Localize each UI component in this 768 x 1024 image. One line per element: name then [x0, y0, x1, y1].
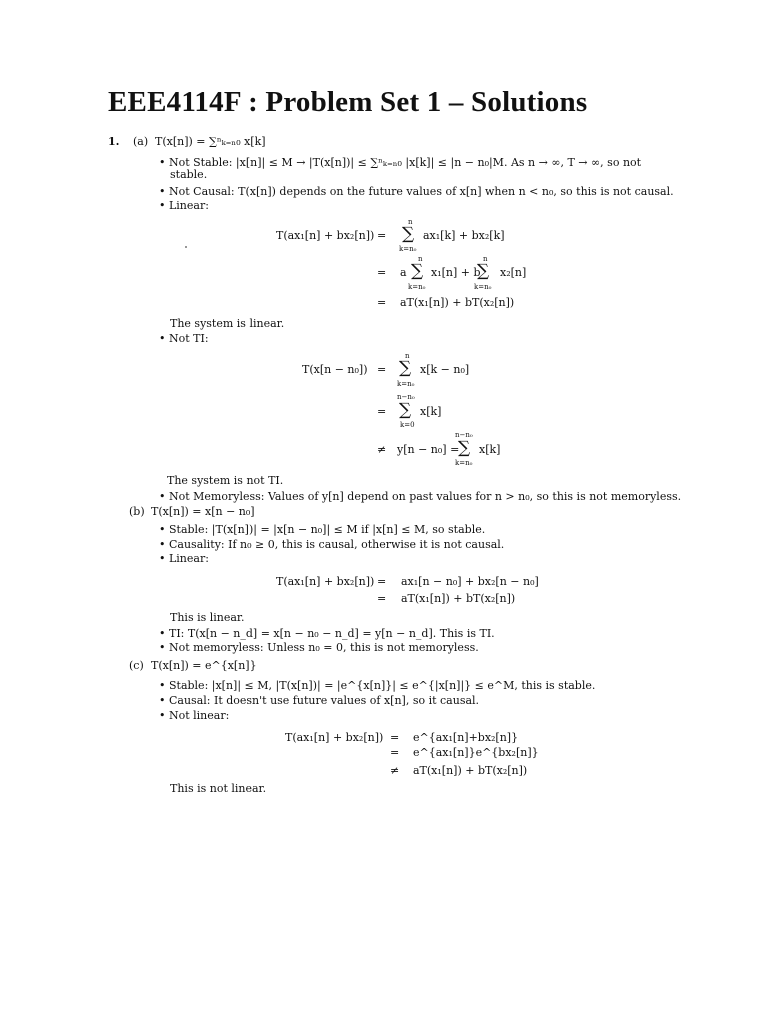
sum-upper-limit: n−n₀: [455, 431, 473, 439]
part-b-stable: • Stable: |T(x[n])| = |x[n − n₀]| ≤ M if |x[n] ≤ M, so stable.: [159, 523, 486, 536]
part-a-label: (a): [133, 135, 149, 148]
part-a-lin-r2-c: x₂[n]: [500, 266, 527, 279]
not-equals-sign: ≠: [390, 764, 400, 777]
part-a-not-stable-cont: stable.: [170, 168, 208, 181]
part-b-linear-note: This is linear.: [170, 611, 245, 624]
part-a-linear-heading: • Linear:: [159, 199, 209, 212]
part-a-ti-r3-a: y[n − n₀] =: [397, 443, 460, 456]
sum-lower-limit: k=n₀: [408, 283, 426, 291]
part-c-lin-r1: e^{ax₁[n]+bx₂[n]}: [413, 731, 519, 744]
part-b-lin-r1: ax₁[n − n₀] + bx₂[n − n₀]: [401, 575, 539, 588]
part-a-ti-note: The system is not TI.: [167, 474, 284, 487]
part-b-label: (b): [129, 505, 145, 518]
part-b-causal: • Causality: If n₀ ≥ 0, this is causal, otherwise it is not causal.: [159, 538, 505, 551]
sum-lower-limit: k=n₀: [474, 283, 492, 291]
part-b-linear-heading: • Linear:: [159, 552, 209, 565]
sum-lower-limit: k=n₀: [455, 459, 473, 467]
part-a-definition: T(x[n]) = ∑ⁿₖ₌ₙ₀ x[k]: [155, 135, 266, 148]
part-b-definition: T(x[n]) = x[n − n₀]: [151, 505, 255, 518]
sum-symbol: ∑: [458, 438, 471, 458]
sum-upper-limit: n: [418, 255, 423, 263]
sum-lower-limit: k=0: [400, 421, 415, 429]
sum-upper-limit: n−n₀: [397, 393, 415, 401]
part-a-memory: • Not Memoryless: Values of y[n] depend on past values for n > n₀, so this is not memoryless.: [159, 490, 682, 503]
part-c-lin-r2: e^{ax₁[n]}e^{bx₂[n]}: [413, 746, 539, 759]
part-c-stable: • Stable: |x[n]| ≤ M, |T(x[n])| = |e^{x[n]}| ≤ e^{|x[n]|} ≤ e^M, this is stable.: [159, 679, 596, 692]
part-a-not-causal: • Not Causal: T(x[n]) depends on the future values of x[n] when n < n₀, so this is not causal.: [159, 185, 674, 198]
scan-speck: [185, 246, 187, 248]
equals-sign: =: [377, 592, 387, 605]
part-b-lin-r2: aT(x₁[n]) + bT(x₂[n]): [401, 592, 516, 605]
equals-sign: =: [377, 266, 387, 279]
sum-symbol: ∑: [402, 224, 415, 244]
equals-sign: =: [377, 229, 387, 242]
equals-sign: =: [377, 575, 387, 588]
part-a-ti-r2: x[k]: [420, 405, 442, 418]
part-c-linear-note: This is not linear.: [170, 782, 267, 795]
sum-lower-limit: k=n₀: [397, 380, 415, 388]
equals-sign: =: [377, 405, 387, 418]
part-c-label: (c): [129, 659, 144, 672]
sum-upper-limit: n: [483, 255, 488, 263]
sum-upper-limit: n: [408, 218, 413, 226]
sum-symbol: ∑: [399, 400, 412, 420]
sum-upper-limit: n: [405, 352, 410, 360]
sum-symbol: ∑: [399, 358, 412, 378]
equals-sign: =: [377, 296, 387, 309]
part-a-ti-r1: x[k − n₀]: [420, 363, 470, 376]
part-a-ti-heading: • Not TI:: [159, 332, 209, 345]
part-a-lin-r2-b: x₁[n] + b: [431, 266, 481, 279]
part-a-ti-r3-b: x[k]: [479, 443, 501, 456]
part-c-not-linear-heading: • Not linear:: [159, 709, 230, 722]
sum-lower-limit: k=n₀: [399, 245, 417, 253]
equals-sign: =: [390, 746, 400, 759]
not-equals-sign: ≠: [377, 443, 387, 456]
equals-sign: =: [390, 731, 400, 744]
part-c-lin-lhs: T(ax₁[n] + bx₂[n]): [285, 731, 384, 744]
part-a-ti-lhs: T(x[n − n₀]): [302, 363, 368, 376]
equals-sign: =: [377, 363, 387, 376]
part-c-lin-r3: aT(x₁[n]) + bT(x₂[n]): [413, 764, 528, 777]
part-c-causal: • Causal: It doesn't use future values of x[n], so it causal.: [159, 694, 480, 707]
sum-symbol: ∑: [411, 261, 424, 281]
part-a-lin-r1: ax₁[k] + bx₂[k]: [423, 229, 505, 242]
sum-symbol: ∑: [477, 261, 490, 281]
part-b-ti: • TI: T(x[n − n_d] = x[n − n₀ − n_d] = y[n − n_d]. This is TI.: [159, 627, 495, 640]
problem-number: 1.: [108, 135, 120, 148]
part-a-not-stable: • Not Stable: |x[n]| ≤ M → |T(x[n])| ≤ ∑ⁿₖ₌ₙ₀ |x[k]| ≤ |n − n₀|M. As n → ∞, T → ∞, so not: [159, 156, 642, 169]
part-a-lin-r2-a: a: [400, 266, 407, 279]
part-a-linear-note: The system is linear.: [170, 317, 285, 330]
part-a-lin-lhs: T(ax₁[n] + bx₂[n]): [276, 229, 375, 242]
part-c-definition: T(x[n]) = e^{x[n]}: [151, 659, 257, 672]
part-b-lin-lhs: T(ax₁[n] + bx₂[n]): [276, 575, 375, 588]
page-title: EEE4114F : Problem Set 1 – Solutions: [108, 86, 588, 118]
part-b-memory: • Not memoryless: Unless n₀ = 0, this is not memoryless.: [159, 641, 479, 654]
part-a-lin-r3: aT(x₁[n]) + bT(x₂[n]): [400, 296, 515, 309]
